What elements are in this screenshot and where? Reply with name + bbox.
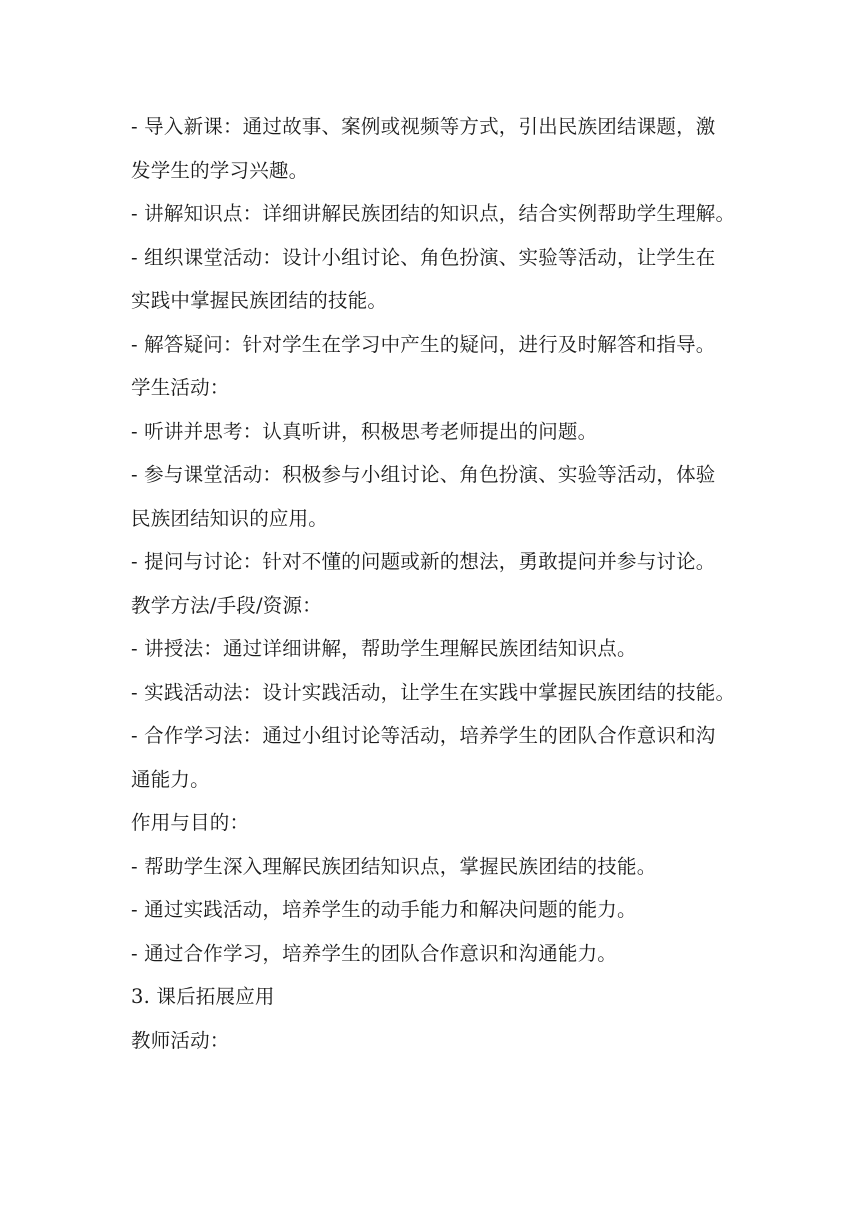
document-body: [131, 105, 736, 1062]
text-line: - 导入新课：通过故事、案例或视频等方式，引出民族团结课题，激: [131, 115, 716, 138]
section-heading: 3. 课后拓展应用: [131, 985, 275, 1008]
text-line: - 提问与讨论：针对不懂的问题或新的想法，勇敢提问并参与讨论。: [131, 550, 716, 573]
text-line: - 参与课堂活动：积极参与小组讨论、角色扮演、实验等活动，体验: [131, 463, 716, 486]
section-heading: 教师活动：: [131, 1028, 230, 1052]
text-line: - 讲授法：通过详细讲解，帮助学生理解民族团结知识点。: [131, 637, 637, 660]
text-line: 发学生的学习兴趣。: [131, 158, 309, 182]
text-line: - 听讲并思考：认真听讲，积极思考老师提出的问题。: [131, 419, 598, 443]
text-line: - 合作学习法：通过小组讨论等活动，培养学生的团队合作意识和沟: [131, 724, 716, 747]
text-line: - 解答疑问：针对学生在学习中产生的疑问，进行及时解答和指导。: [131, 332, 716, 356]
text-line: 民族团结知识的应用。: [131, 506, 329, 530]
text-line: 实践中掌握民族团结的技能。: [131, 289, 388, 312]
text-line: - 实践活动法：设计实践活动，让学生在实践中掌握民族团结的技能。: [131, 680, 736, 704]
section-heading: 作用与目的：: [131, 811, 250, 834]
text-line: - 组织课堂活动：设计小组讨论、角色扮演、实验等活动，让学生在: [131, 245, 716, 269]
section-heading: 学生活动：: [131, 376, 230, 399]
text-line: 通能力。: [131, 767, 210, 791]
text-line: - 通过实践活动，培养学生的动手能力和解决问题的能力。: [131, 898, 637, 921]
text-line: - 讲解知识点：详细讲解民族团结的知识点，结合实例帮助学生理解。: [131, 202, 736, 225]
text-line: - 帮助学生深入理解民族团结知识点，掌握民族团结的技能。: [131, 854, 657, 878]
text-line: - 通过合作学习，培养学生的团队合作意识和沟通能力。: [131, 941, 617, 965]
section-heading: 教学方法/手段/资源：: [131, 593, 322, 617]
